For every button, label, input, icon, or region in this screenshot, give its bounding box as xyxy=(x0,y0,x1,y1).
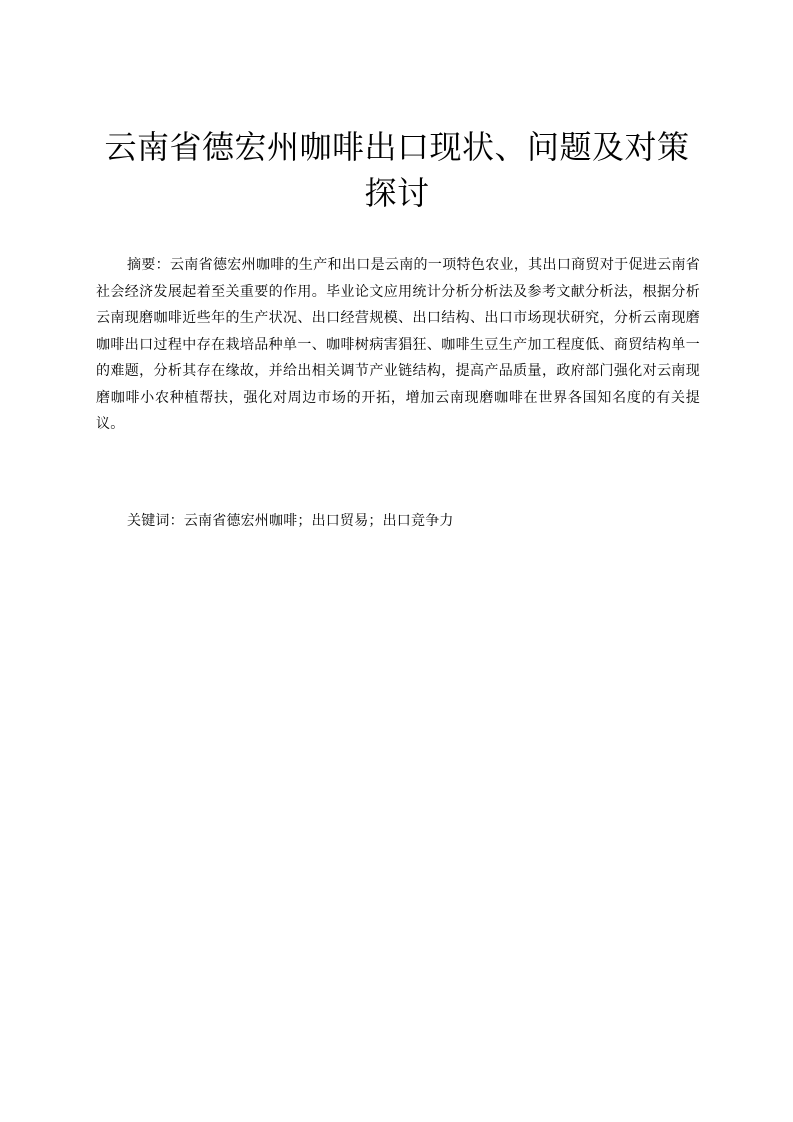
abstract-paragraph xyxy=(96,252,700,438)
abstract-label: 摘要： xyxy=(127,257,170,273)
keywords-label: 关键词： xyxy=(127,513,184,529)
abstract-text: 云南省德宏州咖啡的生产和出口是云南的一项特色农业，其出口商贸对于促进云南省社会经济发展起着至关重要的作用。毕业论文应用统计分析分析法及参考文献分析法，根据分析云南现磨咖啡近些年的生产状况、出口经营规模、出口结构、出口市场现状研究，分析云南现磨咖啡出口过程中存在栽培品种单一、咖啡树病害猖狂、咖啡生豆生产加工程度低、商贸结构单一的难题，分析其存在缘故，并给出相关调节产业链结构，提高产品质量，政府部门强化对云南现磨咖啡小农种植帮扶，强化对周边市场的开拓，增加云南现磨咖啡在世界各国知名度的有关提议。 xyxy=(96,257,700,432)
keywords-text: 云南省德宏州咖啡；出口贸易；出口竞争力 xyxy=(183,513,454,529)
keywords-paragraph xyxy=(96,508,700,534)
paper-title: 云南省德宏州咖啡出口现状、问题及对策探讨 xyxy=(104,128,690,212)
